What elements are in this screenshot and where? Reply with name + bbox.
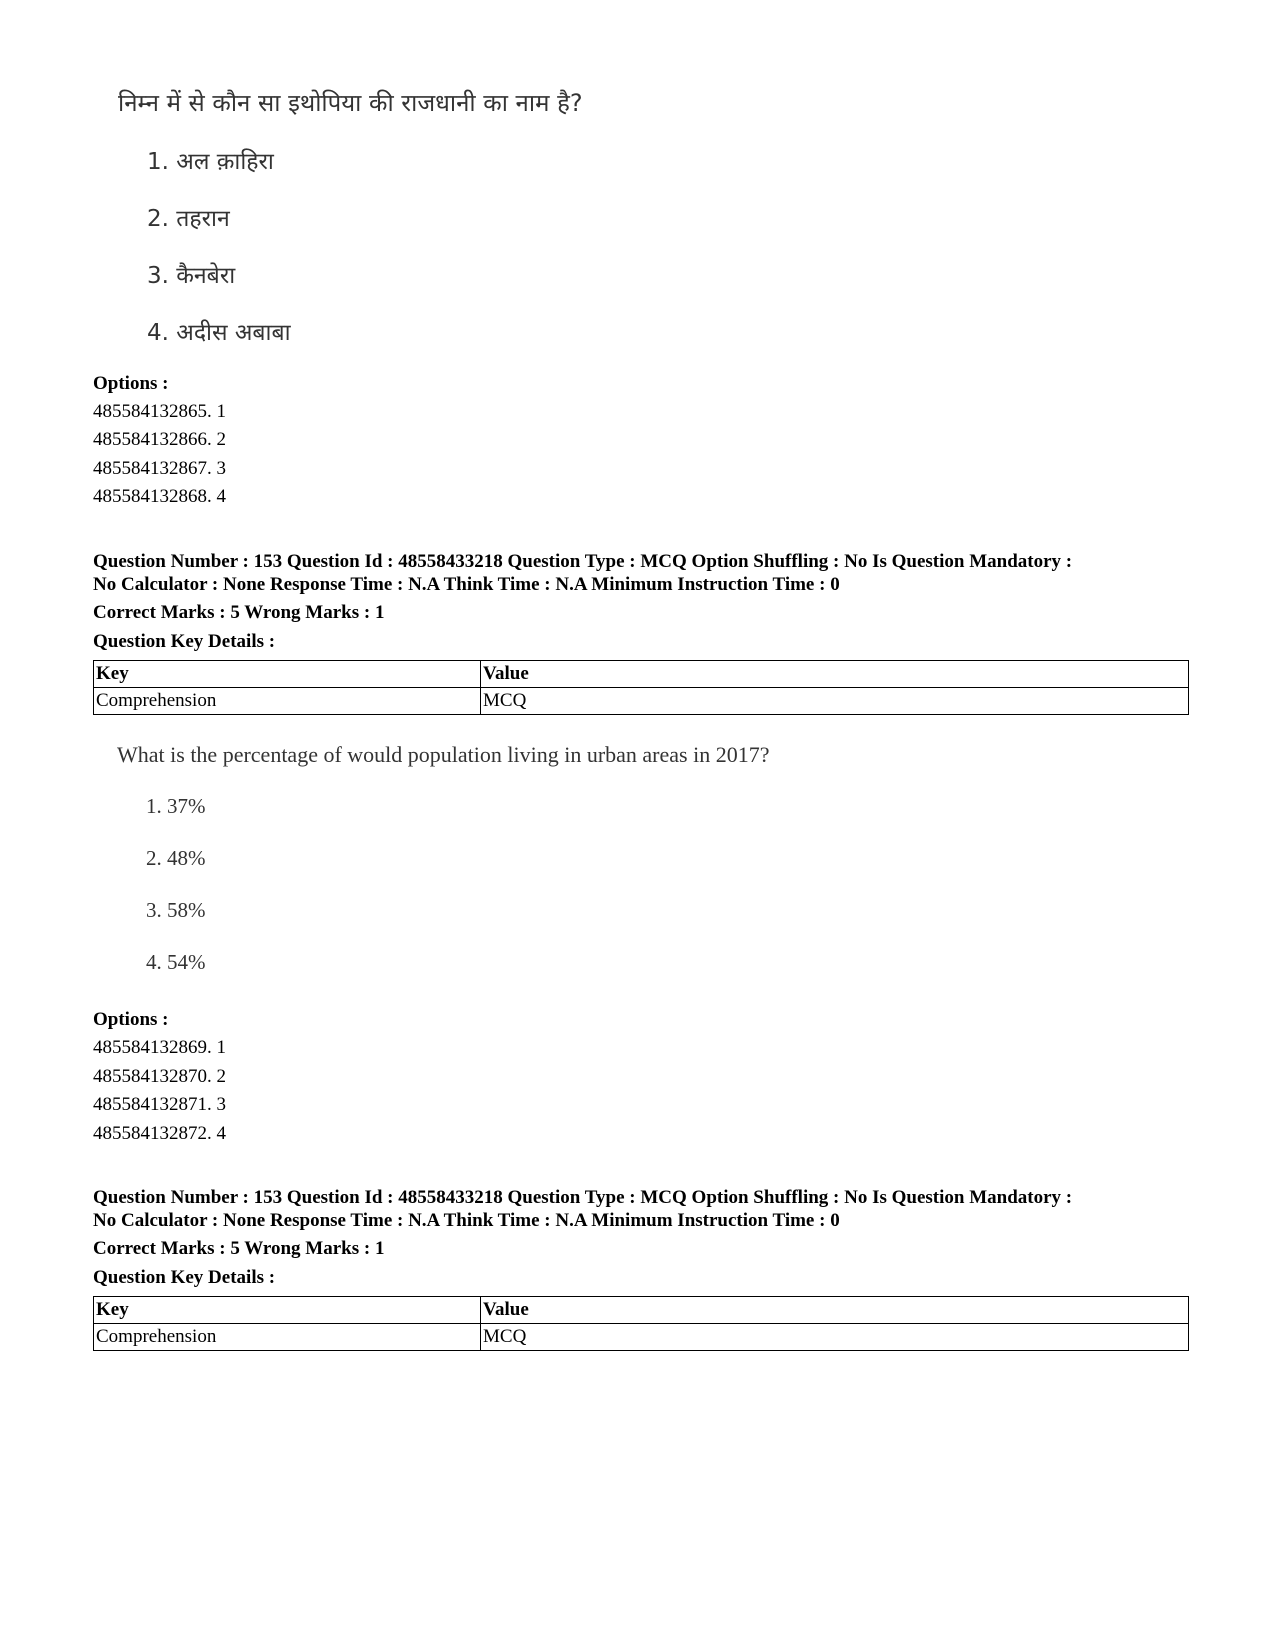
answer-choice: 3. कैनबेरा — [147, 263, 236, 289]
question-meta-line2: No Calculator : None Response Time : N.A Think Time : N.A Minimum Instruction Time : 0 — [93, 1210, 840, 1231]
options-label: Options : — [93, 1009, 169, 1030]
question-meta-line1: Question Number : 153 Question Id : 48558433218 Question Type : MCQ Option Shuffling : No Is Question Mandatory : — [93, 551, 1073, 572]
answer-choice: 2. 48% — [146, 846, 206, 870]
question-text: What is the percentage of would population living in urban areas in 2017? — [117, 742, 770, 767]
table-header-value: Value — [481, 1297, 1189, 1324]
answer-choice: 4. 54% — [146, 950, 206, 974]
table-header-key: Key — [94, 1297, 481, 1324]
answer-choice: 1. 37% — [146, 794, 206, 818]
table-cell-value: MCQ — [481, 1324, 1189, 1351]
table-header-key: Key — [94, 661, 481, 688]
option-id: 485584132867. 3 — [93, 458, 226, 479]
table-row — [94, 1324, 1189, 1351]
answer-choice: 3. 58% — [146, 898, 206, 922]
question-image-english — [0, 730, 1275, 990]
answer-choice: 1. अल क़ाहिरा — [147, 149, 274, 175]
table-row — [94, 688, 1189, 715]
table-header-row — [94, 661, 1189, 688]
marks-line: Correct Marks : 5 Wrong Marks : 1 — [93, 1238, 385, 1259]
options-label: Options : — [93, 373, 169, 394]
answer-choice: 4. अदीस अबाबा — [147, 320, 291, 346]
question-text: निम्न में से कौन सा इथोपिया की राजधानी का नाम है? — [118, 89, 583, 117]
marks-line: Correct Marks : 5 Wrong Marks : 1 — [93, 602, 385, 623]
option-id: 485584132869. 1 — [93, 1037, 226, 1058]
question-meta-line1: Question Number : 153 Question Id : 48558433218 Question Type : MCQ Option Shuffling : No Is Question Mandatory : — [93, 1187, 1073, 1208]
option-id: 485584132868. 4 — [93, 486, 226, 507]
key-details-label: Question Key Details : — [93, 631, 276, 652]
option-id: 485584132872. 4 — [93, 1123, 226, 1144]
option-id: 485584132866. 2 — [93, 429, 226, 450]
table-cell-value: MCQ — [481, 688, 1189, 715]
table-header-value: Value — [481, 661, 1189, 688]
table-header-row — [94, 1297, 1189, 1324]
question-image-hindi — [0, 0, 1275, 360]
option-id: 485584132865. 1 — [93, 401, 226, 422]
table-cell-key: Comprehension — [94, 1324, 481, 1351]
question-meta-line2: No Calculator : None Response Time : N.A Think Time : N.A Minimum Instruction Time : 0 — [93, 574, 840, 595]
key-details-label: Question Key Details : — [93, 1267, 276, 1288]
key-table — [93, 660, 1189, 715]
option-id: 485584132870. 2 — [93, 1066, 226, 1087]
answer-choice: 2. तहरान — [147, 206, 230, 232]
option-id: 485584132871. 3 — [93, 1094, 226, 1115]
key-table — [93, 1296, 1189, 1351]
table-cell-key: Comprehension — [94, 688, 481, 715]
